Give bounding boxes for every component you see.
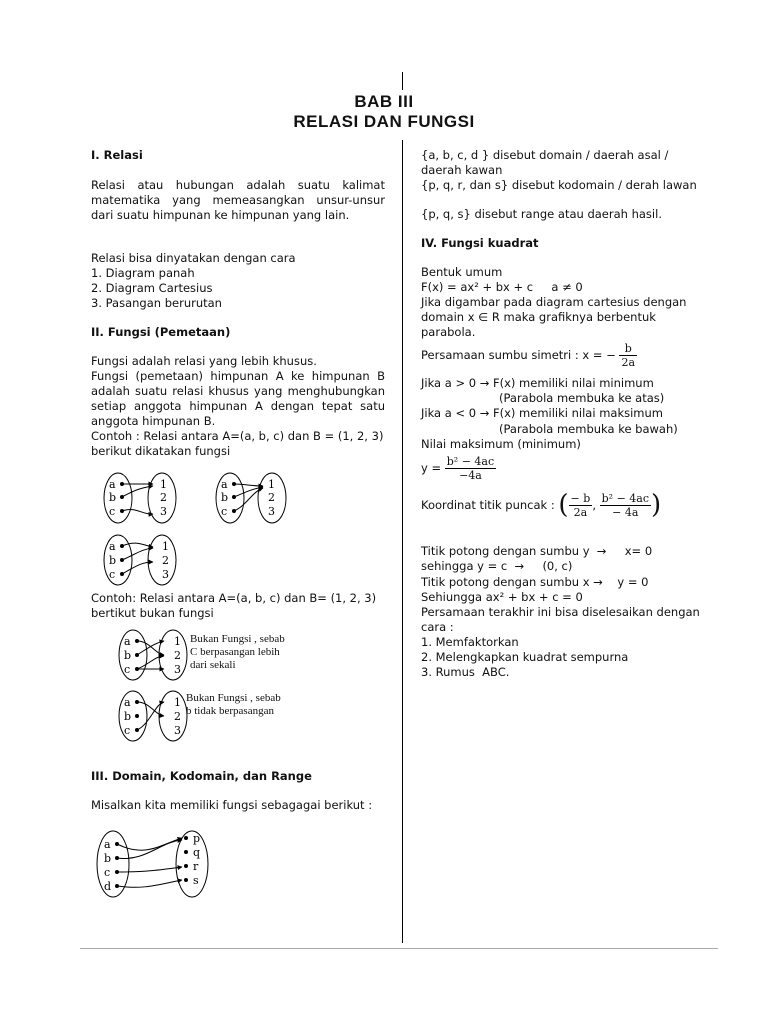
sumbu-simetri: Persamaan sumbu simetri : x = − $\frac{b}{2a}$ (421, 342, 636, 369)
domain-label: a (104, 838, 111, 851)
set-b-label: 3 (160, 505, 167, 518)
fungsi-example: Contoh : Relasi antara A=(a, b, c) dan B = (1, 2, 3) berikut dikatakan fungsi (91, 429, 384, 458)
chapter-label: BAB III (354, 92, 414, 111)
set-b-label: 3 (174, 663, 181, 676)
section-kuadrat-heading: IV. Fungsi kuadrat (421, 236, 539, 250)
set-a-label: a (124, 696, 131, 709)
kodomain-line: {p, q, r, dan s} disebut kodomain / derah lawan (421, 178, 697, 192)
domain-label: c (104, 866, 111, 879)
set-b-label: 3 (162, 568, 169, 581)
set-a-label: b (109, 491, 117, 504)
puncak-fraction-y: $\frac{\text{b² − 4ac}}{- 4a}$ (601, 492, 650, 519)
relasi-list-item: 2. Diagram Cartesius (91, 281, 213, 295)
section-domain-heading: III. Domain, Kodomain, dan Range (91, 769, 312, 783)
set-a-label: a (221, 478, 228, 491)
set-b-label: 2 (162, 554, 169, 567)
bukan-fungsi-note-1: Bukan Fungsi , sebab C berpasangan lebih dari sekali (190, 633, 285, 671)
set-b-label: 1 (162, 540, 169, 553)
potong-y-2: sehingga y = c → (0, c) (421, 559, 573, 573)
set-b-label: 3 (268, 505, 275, 518)
set-a-label: c (221, 505, 228, 518)
set-a-label: a (109, 478, 116, 491)
bentuk-umum: Bentuk umum (421, 265, 503, 279)
relasi-paragraph: Relasi atau hubungan adalah suatu kalimat matematika yang memeasangkan unsur-unsur dari suatu himpunan ke himpunan yang lain. (91, 178, 385, 222)
fungsi-line1: Fungsi adalah relasi yang lebih khusus. (91, 354, 317, 368)
set-a-label: b (109, 554, 117, 567)
set-b-label: 2 (174, 649, 181, 662)
potong-y-1: Titik potong dengan sumbu y → x= 0 (421, 544, 653, 558)
fungsi-counter-example: Contoh: Relasi antara A=(a, b, c) dan B= (1, 2, 3) bertikut bukan fungsi (91, 591, 377, 620)
maximum-rule: Jika a < 0 → F(x) memiliki nilai maksimum (421, 406, 663, 420)
set-a-label: c (124, 663, 131, 676)
set-a-label: b (124, 649, 132, 662)
domain-label: b (104, 852, 112, 865)
fungsi-paragraph: Fungsi (pemetaan) himpunan A ke himpunan B adalah suatu relasi khusus yang menghubungkan setiap anggota himpunan A dengan tepat satu anggota himpunan B. (91, 369, 385, 428)
nilai-fraction: $\frac{\text{b² − 4ac}}{-4a}$ (446, 455, 495, 482)
column-divider (402, 140, 403, 943)
section-relasi-heading: I. Relasi (91, 148, 143, 162)
set-b-label: 3 (174, 724, 181, 737)
set-a-label: c (109, 568, 116, 581)
relasi-list-item: 1. Diagram panah (91, 266, 195, 280)
section-fungsi-heading: II. Fungsi (Pemetaan) (91, 325, 231, 339)
set-a-label: b (221, 491, 229, 504)
range-line: {p, q, s} disebut range atau daerah hasil. (421, 207, 662, 221)
set-a-label: c (124, 724, 131, 737)
codomain-label: s (193, 874, 199, 887)
bukan-fungsi-note-2: Bukan Fungsi , sebab b tidak berpasangan (186, 692, 281, 717)
maximum-note: (Parabola membuka ke bawah) (499, 422, 678, 436)
relasi-list-item: 3. Pasangan berurutan (91, 296, 222, 310)
set-b-label: 1 (160, 478, 167, 491)
set-a-label: a (124, 635, 131, 648)
set-b-label: 1 (268, 478, 275, 491)
puncak-fraction-x: $\frac{- b}{2a}$ (570, 492, 591, 519)
set-a-label: c (109, 505, 116, 518)
cartesius-text: Jika digambar pada diagram cartesius dengan domain x ∈ R maka grafiknya berbentuk parabola. (421, 295, 687, 339)
method-item: 2. Melengkapkan kuadrat sempurna (421, 650, 629, 664)
set-a-label: b (124, 710, 132, 723)
codomain-label: r (193, 860, 199, 873)
minimum-rule: Jika a > 0 → F(x) memiliki nilai minimum (421, 376, 654, 390)
set-b-label: 2 (160, 491, 167, 504)
codomain-label: p (193, 832, 201, 845)
domain-label: d (104, 880, 112, 893)
set-b-label: 2 (174, 710, 181, 723)
page-title: RELASI DAN FUNGSI (293, 112, 475, 131)
bottom-rule (80, 948, 718, 949)
set-b-label: 1 (174, 696, 181, 709)
potong-x-1: Titik potong dengan sumbu x → y = 0 (421, 575, 649, 589)
method-item: 3. Rumus ABC. (421, 665, 510, 679)
minimum-note: (Parabola membuka ke atas) (499, 391, 665, 405)
domain-line: {a, b, c, d } disebut domain / daerah asal / daerah kawan (421, 148, 669, 177)
codomain-label: q (193, 846, 201, 859)
titik-puncak: Koordinat titik puncak : ( $\frac{- b}{2a}$ , $\frac{\text{b² − 4ac}}{- 4a}$ ) (421, 490, 662, 520)
penyelesaian-text: Persamaan terakhir ini bisa diselesaikan dengan cara : (421, 605, 700, 634)
nilai-label: Nilai maksimum (minimum) (421, 437, 581, 451)
potong-x-2: Sehiungga ax² + bx + c = 0 (421, 590, 583, 604)
arrow-diagrams (0, 0, 402, 950)
nilai-formula: y = $\frac{\text{b² − 4ac}}{-4a}$ (421, 455, 495, 482)
set-a-label: a (109, 540, 116, 553)
set-b-label: 2 (268, 491, 275, 504)
sumbu-fraction: $\frac{b}{2a}$ (621, 342, 636, 369)
method-item: 1. Memfaktorkan (421, 635, 519, 649)
domain-intro: Misalkan kita memiliki fungsi sebagagai berikut : (91, 798, 373, 812)
relasi-list-intro: Relasi bisa dinyatakan dengan cara (91, 251, 296, 265)
set-b-label: 1 (174, 635, 181, 648)
text-cursor (402, 72, 403, 90)
general-formula: F(x) = ax² + bx + c a ≠ 0 (421, 280, 583, 294)
